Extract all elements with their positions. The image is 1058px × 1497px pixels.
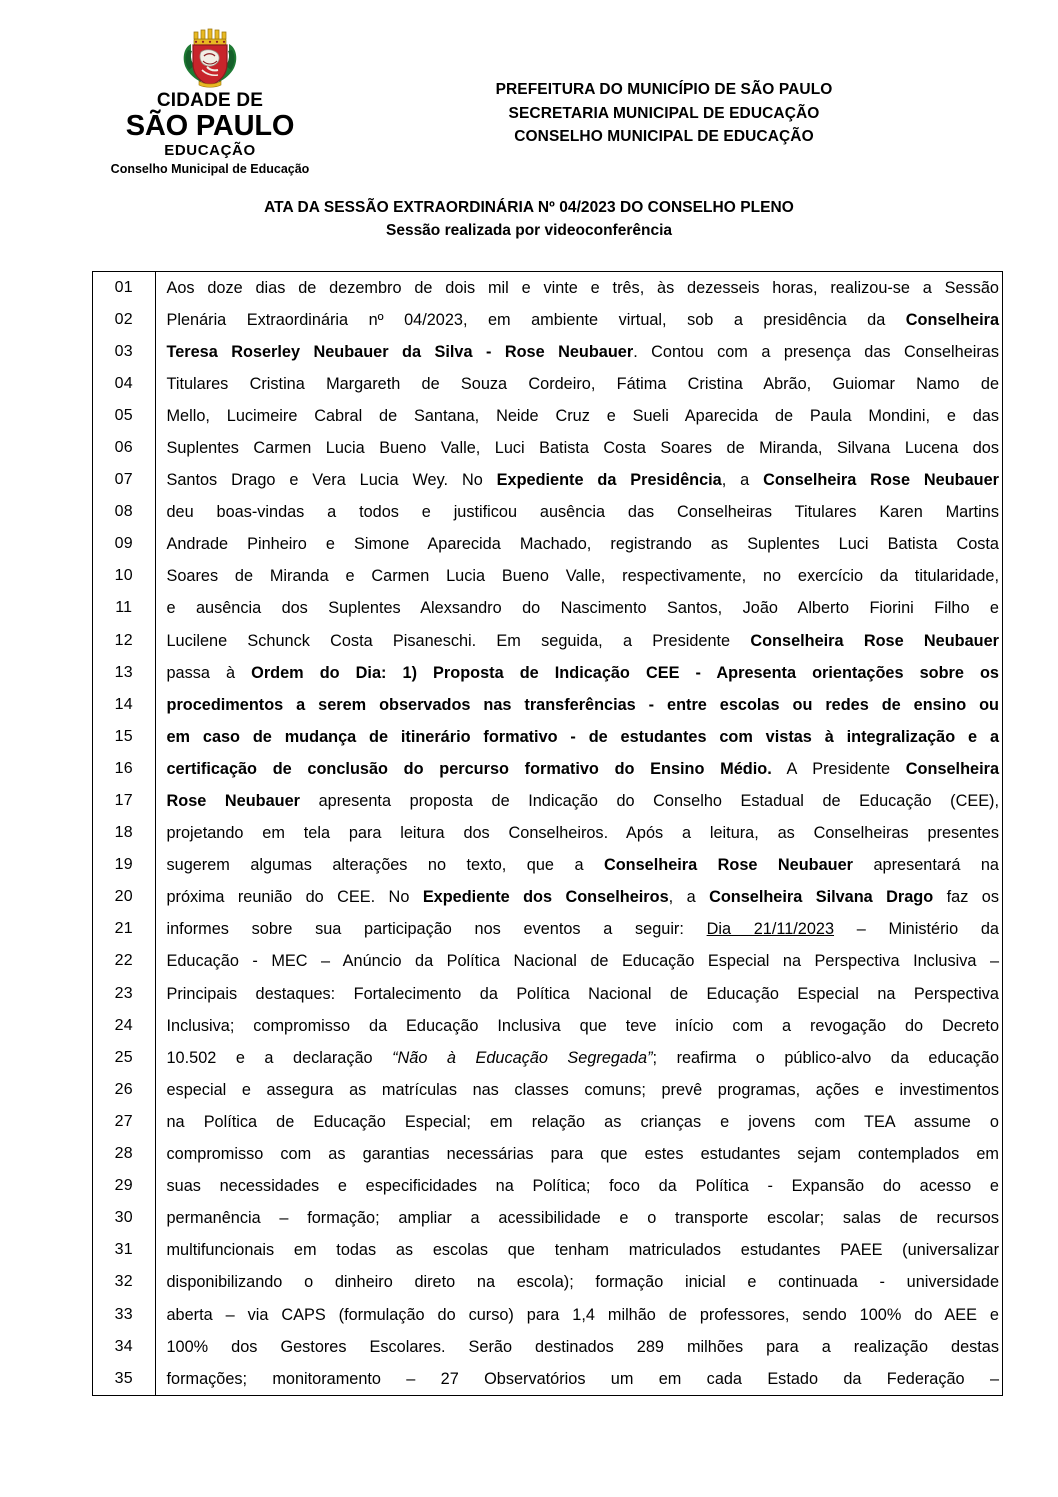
line-number: 34 — [93, 1331, 155, 1363]
minutes-line-row — [93, 496, 1002, 528]
line-number: 18 — [93, 817, 155, 849]
minutes-line-row — [93, 1202, 1002, 1234]
document-title — [0, 196, 1058, 243]
brand-line-conselho-municipal: Conselho Municipal de Educação — [110, 161, 310, 176]
line-number: 30 — [93, 1202, 155, 1234]
minutes-line-row — [93, 528, 1002, 560]
line-text: na Política de Educação Especial; em relação as crianças e jovens com TEA assume o — [166, 1112, 999, 1131]
line-number: 04 — [93, 368, 155, 400]
line-text: formações; monitoramento – 27 Observatórios um em cada Estado da Federação – — [166, 1369, 999, 1388]
minutes-line-row — [93, 400, 1002, 432]
line-number: 28 — [93, 1138, 155, 1170]
line-text: Aos doze dias de dezembro de dois mil e vinte e três, às dezesseis horas, realizou-se a Sessão — [166, 278, 999, 297]
line-text: Mello, Lucimeire Cabral de Santana, Neide Cruz e Sueli Aparecida de Paula Mondini, e das — [166, 406, 999, 425]
minutes-line-row — [93, 849, 1002, 881]
minutes-line-row — [93, 432, 1002, 464]
line-text: aberta – via CAPS (formulação do curso) para 1,4 milhão de professores, sendo 100% do AEE e — [166, 1305, 999, 1324]
minutes-line-row — [93, 272, 1002, 304]
line-number: 21 — [93, 913, 155, 945]
line-text: Rose Neubauer apresenta proposta de Indicação do Conselho Estadual de Educação (CEE), — [166, 792, 999, 810]
line-number: 23 — [93, 978, 155, 1010]
line-text: Educação - MEC – Anúncio da Política Nacional de Educação Especial na Perspectiva Inclusiva – — [166, 952, 999, 971]
minutes-line-row — [93, 1010, 1002, 1042]
sao-paulo-coat-of-arms-icon — [181, 26, 239, 90]
minutes-line-row — [93, 785, 1002, 817]
line-text: e ausência dos Suplentes Alexsandro do Nascimento Santos, João Alberto Fiorini Filho e — [166, 599, 999, 618]
line-number: 09 — [93, 528, 155, 560]
line-number: 15 — [93, 721, 155, 753]
line-text: suas necessidades e especificidades na Política; foco da Política - Expansão do acesso e — [166, 1177, 999, 1196]
line-number: 35 — [93, 1363, 155, 1395]
minutes-line-row — [93, 1106, 1002, 1138]
line-number: 19 — [93, 849, 155, 881]
minutes-line-row — [93, 1138, 1002, 1170]
line-text: Titulares Cristina Margareth de Souza Cordeiro, Fátima Cristina Abrão, Guiomar Namo de — [166, 374, 999, 393]
line-text: passa à Ordem do Dia: 1) Proposta de Indicação CEE - Apresenta orientações sobre os — [166, 663, 999, 682]
line-number: 29 — [93, 1170, 155, 1202]
line-number: 08 — [93, 496, 155, 528]
municipal-brand-block — [60, 22, 360, 176]
header-title-secretaria: SECRETARIA MUNICIPAL DE EDUCAÇÃO — [508, 104, 820, 122]
line-text: sugerem algumas alterações no texto, que a Conselheira Rose Neubauer apresentará na — [166, 856, 999, 875]
line-text: multifuncionais em todas as escolas que tenham matriculados estudantes PAEE (universalizar — [166, 1241, 999, 1260]
line-text: Santos Drago e Vera Lucia Wey. No Expediente da Presidência, a Conselheira Rose Neubauer — [166, 471, 999, 490]
line-number: 17 — [93, 785, 155, 817]
line-number: 24 — [93, 1010, 155, 1042]
minutes-line-row — [93, 817, 1002, 849]
minutes-line-row — [93, 753, 1002, 785]
line-text: Andrade Pinheiro e Simone Aparecida Machado, registrando as Suplentes Luci Batista Costa — [166, 535, 999, 554]
line-text: compromisso com as garantias necessárias para que estes estudantes sejam contemplados em — [166, 1145, 999, 1164]
line-text: informes sobre sua participação nos eventos a seguir: Dia 21/11/2023 – Ministério da — [166, 920, 999, 939]
minutes-body-table-wrapper — [92, 271, 1003, 1396]
line-text: projetando em tela para leitura dos Conselheiros. Após a leitura, as Conselheiras presentes — [166, 824, 999, 843]
line-number: 22 — [93, 945, 155, 977]
line-number: 25 — [93, 1042, 155, 1074]
line-text: disponibilizando o dinheiro direto na escola); formação inicial e continuada - universidade — [166, 1273, 999, 1292]
minutes-line-row — [93, 978, 1002, 1010]
line-number: 05 — [93, 400, 155, 432]
brand-line-sao-paulo: SÃO PAULO — [125, 109, 295, 142]
minutes-line-row — [93, 1074, 1002, 1106]
line-text: especial e assegura as matrículas nas classes comuns; prevê programas, ações e investimentos — [166, 1080, 999, 1099]
line-number: 12 — [93, 625, 155, 657]
line-number: 03 — [93, 336, 155, 368]
line-number: 20 — [93, 881, 155, 913]
minutes-line-row — [93, 304, 1002, 336]
line-number: 07 — [93, 464, 155, 496]
header-title-conselho: CONSELHO MUNICIPAL DE EDUCAÇÃO — [514, 128, 814, 146]
line-number: 32 — [93, 1266, 155, 1298]
line-text: certificação de conclusão do percurso formativo do Ensino Médio. A Presidente Conselheira — [166, 759, 999, 778]
line-text: Inclusiva; compromisso da Educação Inclusiva que teve início com a revogação do Decreto — [166, 1016, 999, 1035]
line-number: 26 — [93, 1074, 155, 1106]
minutes-line-row — [93, 1363, 1002, 1395]
line-number: 27 — [93, 1106, 155, 1138]
minutes-body-table — [93, 272, 1002, 1395]
brand-line-educacao: EDUCAÇÃO — [164, 141, 256, 159]
line-number: 31 — [93, 1234, 155, 1266]
minutes-line-row — [93, 945, 1002, 977]
line-number: 33 — [93, 1299, 155, 1331]
minutes-line-row — [93, 464, 1002, 496]
minutes-line-row — [93, 1331, 1002, 1363]
minutes-line-row — [93, 1170, 1002, 1202]
document-header — [0, 0, 1058, 176]
line-text: Principais destaques: Fortalecimento da Política Nacional de Educação Especial na Perspectiva — [166, 984, 999, 1003]
line-number: 02 — [93, 304, 155, 336]
header-title-block — [360, 22, 998, 149]
line-number: 16 — [93, 753, 155, 785]
minutes-line-row — [93, 657, 1002, 689]
document-title-line1: ATA DA SESSÃO EXTRAORDINÁRIA Nº 04/2023 DO CONSELHO PLENO — [264, 199, 794, 216]
line-number: 10 — [93, 560, 155, 592]
line-number: 06 — [93, 432, 155, 464]
line-text: permanência – formação; ampliar a acessibilidade e o transporte escolar; salas de recursos — [166, 1209, 999, 1228]
minutes-line-row — [93, 1234, 1002, 1266]
line-number: 01 — [93, 272, 155, 304]
minutes-line-row — [93, 1266, 1002, 1298]
line-number: 11 — [93, 592, 155, 624]
line-text: 10.502 e a declaração “Não à Educação Segregada”; reafirma o público-alvo da educação — [166, 1048, 1000, 1067]
line-text: Plenária Extraordinária nº 04/2023, em ambiente virtual, sob a presidência da Conselheira — [166, 310, 999, 329]
minutes-line-row — [93, 592, 1002, 624]
minutes-line-row — [93, 368, 1002, 400]
minutes-line-rows — [93, 272, 1002, 1395]
minutes-line-row — [93, 336, 1002, 368]
line-text: Teresa Roserley Neubauer da Silva - Rose Neubauer. Contou com a presença das Conselheiras — [166, 342, 999, 361]
minutes-line-row — [93, 881, 1002, 913]
line-text: procedimentos a serem observados nas transferências - entre escolas ou redes de ensino ou — [166, 695, 999, 714]
line-text: próxima reunião do CEE. No Expediente dos Conselheiros, a Conselheira Silvana Drago faz os — [166, 888, 999, 907]
minutes-line-row — [93, 560, 1002, 592]
header-title-prefeitura: PREFEITURA DO MUNICÍPIO DE SÃO PAULO — [495, 81, 833, 98]
line-number: 13 — [93, 657, 155, 689]
minutes-line-row — [93, 625, 1002, 657]
minutes-line-row — [93, 913, 1002, 945]
line-text: Lucilene Schunck Costa Pisaneschi. Em seguida, a Presidente Conselheira Rose Neubauer — [166, 631, 999, 650]
minutes-line-row — [93, 1042, 1002, 1074]
line-text: 100% dos Gestores Escolares. Serão destinados 289 milhões para a realização destas — [166, 1337, 999, 1356]
line-number: 14 — [93, 689, 155, 721]
document-title-line2: Sessão realizada por videoconferência — [385, 222, 672, 240]
line-text: Soares de Miranda e Carmen Lucia Bueno Valle, respectivamente, no exercício da titularidade, — [166, 567, 999, 586]
line-text: deu boas-vindas a todos e justificou ausência das Conselheiras Titulares Karen Martins — [166, 503, 999, 522]
line-text: em caso de mudança de itinerário formativo - de estudantes com vistas à integralização e a — [166, 727, 999, 746]
minutes-line-row — [93, 1299, 1002, 1331]
brand-line-cidade-de: CIDADE DE — [156, 90, 264, 111]
line-text: Suplentes Carmen Lucia Bueno Valle, Luci Batista Costa Soares de Miranda, Silvana Lucena dos — [166, 438, 999, 457]
minutes-line-row — [93, 689, 1002, 721]
minutes-line-row — [93, 721, 1002, 753]
